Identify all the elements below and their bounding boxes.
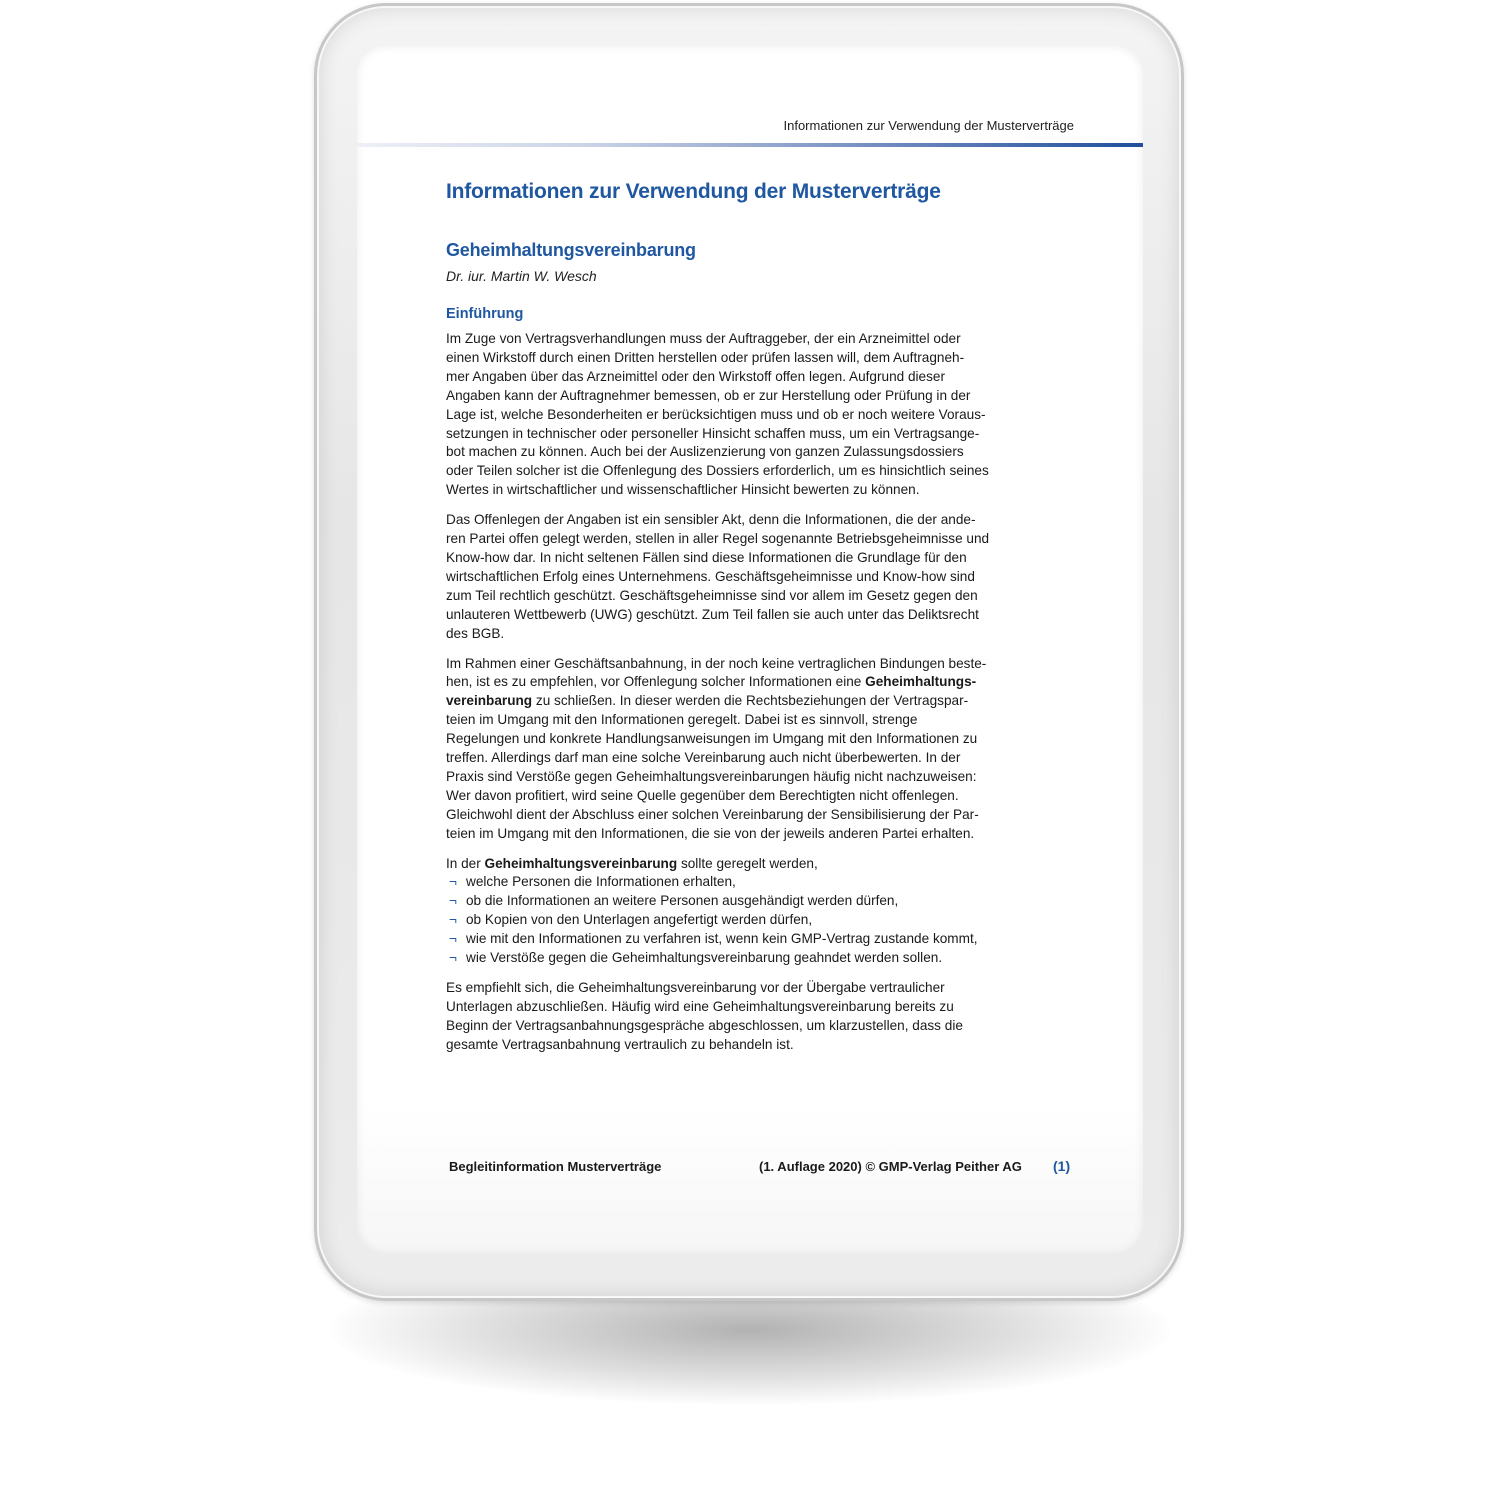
list-item	[446, 911, 1041, 930]
list-item	[446, 873, 1041, 892]
bullet-icon: ¬	[449, 931, 457, 947]
document-subtitle: Geheimhaltungsvereinbarung	[446, 240, 696, 260]
list-item	[446, 949, 1041, 968]
page-title: Informationen zur Verwendung der Musterverträge	[446, 180, 941, 203]
list-item	[446, 892, 1041, 911]
paragraph-3-text-b: zu schließen. In dieser werden die Rechtsbeziehungen der Vertragspar- teien im Umgang mit den Informationen geregelt. Dabei ist es sinnvoll, strenge Regelungen und konkrete Handlungsanweisungen im Umgang mit den Informationen zu treffen. Allerdings darf man eine solche Vereinbarung auch nicht überbewerten. In der Praxis sind Verstöße gegen Geheimhaltungsvereinbarungen häufig nicht nachzuweisen: Wer davon profitiert, wird seine Quelle gegenüber dem Berechtigten nicht offenlegen. Gleichwohl dient der Abschluss einer solchen Vereinbarung der Sensibilisierung der Par- teien im Umgang mit den Informationen, die sie von der jeweils anderen Partei erhalten.	[446, 693, 979, 841]
list-item	[446, 930, 1041, 949]
paragraph-3-text-a: Im Rahmen einer Geschäftsanbahnung, in der noch keine vertraglichen Bindungen beste- hen, ist es zu empfehlen, vor Offenlegung solcher Informationen eine	[446, 655, 987, 690]
list-item-text: wie mit den Informationen zu verfahren ist, wenn kein GMP-Vertrag zustande kommt,	[466, 931, 978, 947]
page-content	[446, 180, 1041, 1055]
list-item-text: welche Personen die Informationen erhalten,	[466, 874, 736, 890]
page-number: (1)	[1053, 1158, 1071, 1174]
paragraph-4-text-a: In der	[446, 855, 485, 871]
bullet-icon: ¬	[449, 874, 457, 890]
paragraph-4-bold: Geheimhaltungsvereinbarung	[484, 855, 678, 871]
list-item-text: ob die Informationen an weitere Personen ausgehändigt werden dürfen,	[466, 893, 899, 909]
running-header: Informationen zur Verwendung der Musterverträge	[783, 118, 1074, 133]
bullet-icon: ¬	[449, 950, 457, 966]
bullet-icon: ¬	[449, 912, 457, 928]
footer-copyright: (1. Auflage 2020) © GMP-Verlag Peither AG	[759, 1159, 1022, 1174]
footer-publication: Begleitinformation Musterverträge	[449, 1159, 662, 1174]
paragraph-5: Es empfiehlt sich, die Geheimhaltungsvereinbarung vor der Übergabe vertraulicher Unterlagen abzuschließen. Häufig wird eine Geheimhaltungsvereinbarung bereits zu Beginn der Vertragsanbahnungsgespräche abgeschlossen, um klarzustellen, dass die gesamte Vertragsanbahnung vertraulich zu behandeln ist.	[446, 980, 963, 1052]
tablet-screen[interactable]	[357, 46, 1143, 1254]
paragraph-4	[446, 855, 1041, 874]
section-heading: Einführung	[446, 306, 524, 322]
header-rule	[357, 143, 1143, 147]
paragraph-3	[446, 655, 1041, 844]
paragraph-3-bold: Geheimhaltungs- vereinbarung	[446, 674, 977, 709]
bullet-list	[446, 873, 1041, 968]
author-line: Dr. iur. Martin W. Wesch	[446, 268, 597, 284]
list-item-text: ob Kopien von den Unterlagen angefertigt werden dürfen,	[466, 912, 813, 928]
bullet-icon: ¬	[449, 893, 457, 909]
list-item-text: wie Verstöße gegen die Geheimhaltungsvereinbarung geahndet werden sollen.	[466, 950, 943, 966]
paragraph-1: Im Zuge von Vertragsverhandlungen muss der Auftraggeber, der ein Arzneimittel oder einen Wirkstoff durch einen Dritten herstellen oder prüfen lassen will, dem Auftragneh- mer Angaben über das Arzneimittel oder den Wirkstoff offen legen. Aufgrund dieser Angaben kann der Auftragnehmer bemessen, ob er zur Herstellung oder Prüfung in der Lage ist, welche Besonderheiten er berücksichtigen muss und ob er noch weitere Voraus- setzungen in technischer oder personeller Hinsicht schaffen muss, um ein Vertragsange- bot machen zu können. Auch bei der Auslizenzierung von ganzen Zulassungsdossiers oder Teilen solcher ist die Offenlegung des Dossiers erforderlich, um es hinsichtlich seines Wertes in wirtschaftlicher und wissenschaftlicher Hinsicht bewerten zu können.	[446, 331, 989, 498]
paragraph-2: Das Offenlegen der Angaben ist ein sensibler Akt, denn die Informationen, die der ande- ren Partei offen gelegt werden, stellen in aller Regel sogenannte Betriebsgeheimnisse und Know-how dar. In nicht seltenen Fällen sind diese Informationen die Grundlage für den wirtschaftlichen Erfolg eines Unternehmens. Geschäftsgeheimnisse und Know-how sind zum Teil rechtlich geschützt. Geschäftsgeheimnisse sind vor allem im Gesetz gegen den unlauteren Wettbewerb (UWG) geschützt. Zum Teil fallen sie auch unter das Deliktsrecht des BGB.	[446, 512, 990, 641]
paragraph-4-text-b: sollte geregelt werden,	[677, 855, 818, 871]
